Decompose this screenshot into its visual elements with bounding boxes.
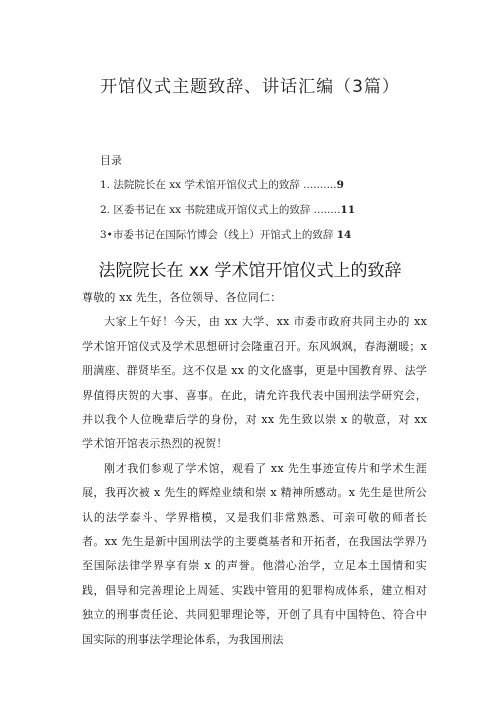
toc-heading: 目录 [100,154,122,167]
section-title: 法院院长在 xx 学术馆开馆仪式上的致辞 [98,261,402,281]
toc-item-text: 3•市委书记在国际竹博会（线上）开馆式上的致辞 [100,229,337,241]
toc-item-page: 14 [336,229,352,241]
body-paragraph: 大家上午好！今天，由 xx 大学、xx 市委市政府共同主办的 xx 学术馆开馆仪式及学术思想研讨会隆重召开。东风飒飒，春海潮暖；x 朋满座、群贤毕至。这不仅是 xx 的文化盛事，更是中国教育界、法学界值得庆贺的大事、喜事。在此，请允许我代表中国刑法学研究会，并以我个人位晚辈后学的身份，对 xx 先生致以崇 x 的敬意，对 xx 学术馆开馆表示热烈的祝贺！ [82,315,427,451]
toc-item-1[interactable] [100,173,430,198]
salutation: 尊敬的 xx 先生，各位领导、各位同仁： [82,291,282,304]
toc-item-2[interactable] [100,198,430,223]
toc-item-page: 9 [336,179,344,191]
toc-item-text: 2. 区委书记在 xx 书院建成开馆仪式上的致辞 [100,204,314,216]
toc-item-3[interactable] [100,223,430,248]
table-of-contents [100,148,430,248]
toc-item-leader: .......... [303,179,337,191]
body-paragraph: 刚才我们参观了学术馆，观看了 xx 先生事迹宣传片和学术生涯展，我再次被 x 先生的辉煌业绩和崇 x 精神所感动。x 先生是世所公认的法学泰斗、学界楷模，又是我们非常熟悉、可亲可敬的师者长者。xx 先生是新中国刑法学的主要奠基者和开拓者，在我国法学界乃至国际法律学界享有崇 x 的声誉。他潜心治学，立足本土国情和实践，倡导和完善理论上周延、实践中管用的犯罪构成体系，建立相对独立的刑事责任论、共同犯罪理论等，开创了具有中国特色、符合中国实际的刑事法学理论体系，为我国刑法 [82,461,427,646]
document-title: 开馆仪式主题致辞、讲话汇编（3篇） [100,77,400,97]
toc-item-page: 11 [340,204,356,216]
toc-item-text: 1. 法院院长在 xx 学术馆开馆仪式上的致辞 [100,179,304,191]
section-body [82,286,427,652]
toc-item-leader: ........ [313,204,341,216]
